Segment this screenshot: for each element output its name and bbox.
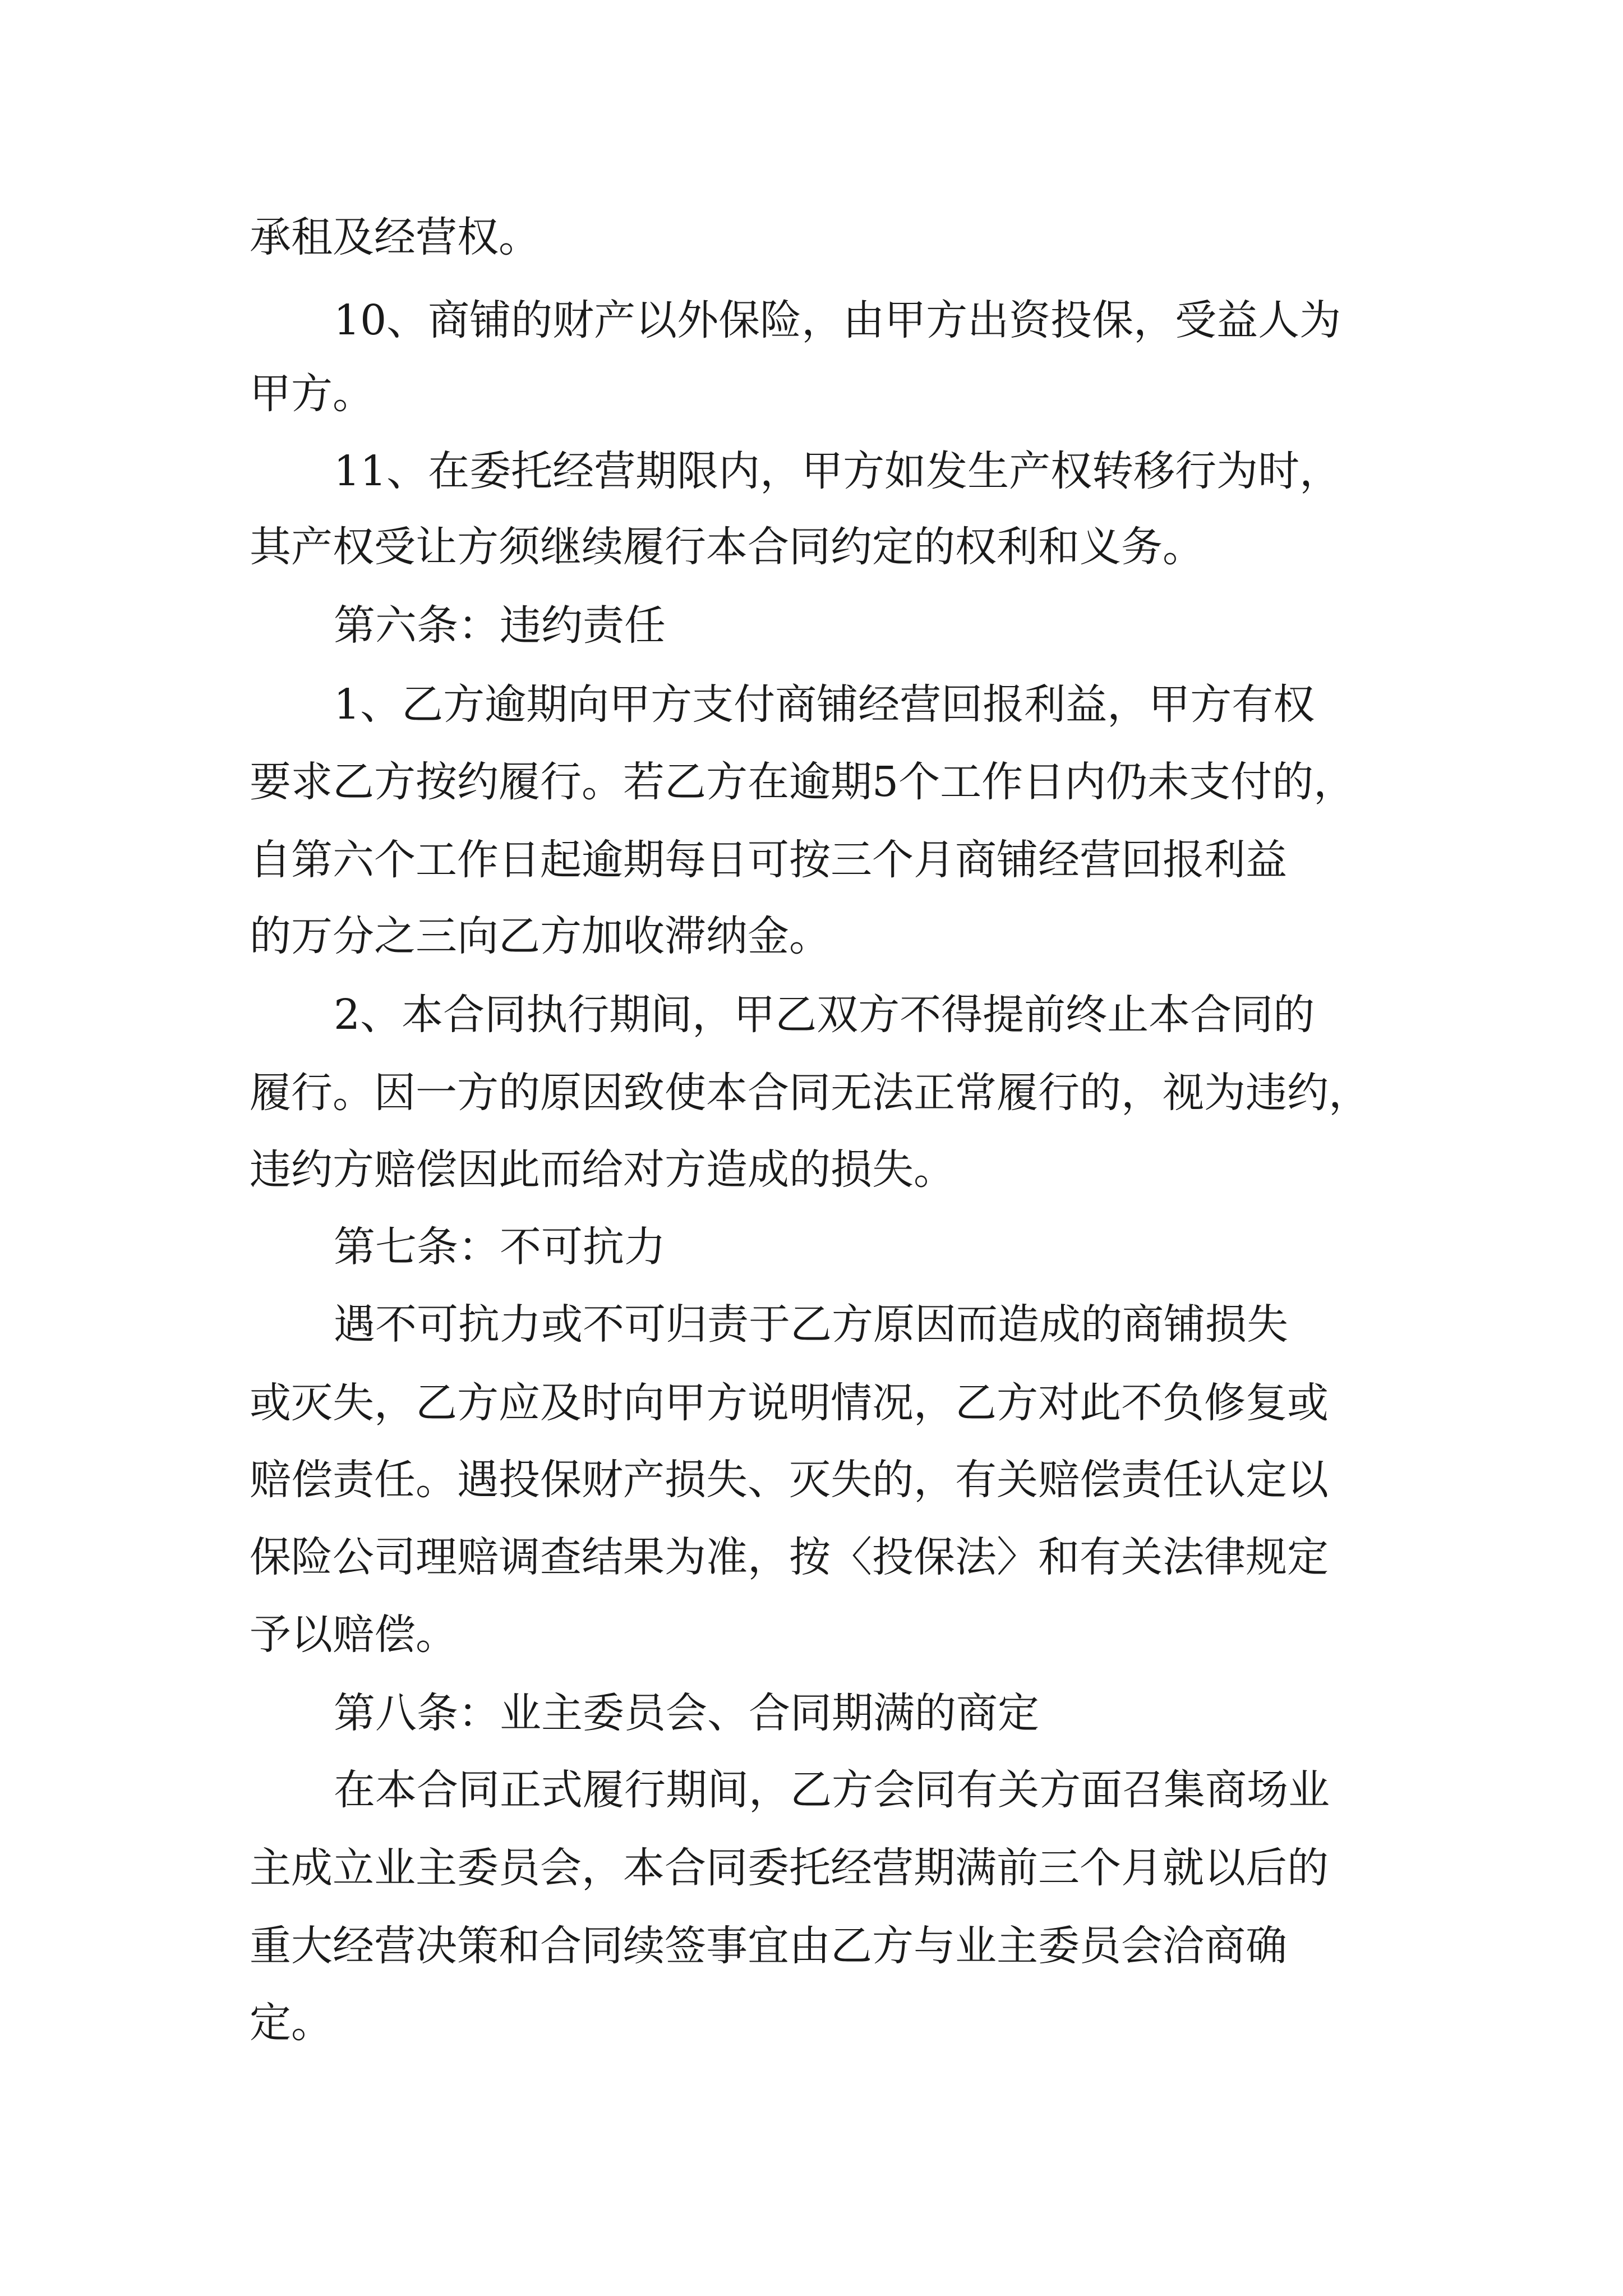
- text-line: 违约方赔偿因此而给对方造成的损失。: [250, 1145, 955, 1194]
- text-line: 在本合同正式履行期间，乙方会同有关方面召集商场业: [334, 1766, 1330, 1814]
- text-line: 10、商铺的财产以外保险，由甲方出资投保，受益人为: [334, 296, 1341, 344]
- text-line: 主成立业主委员会，本合同委托经营期满前三个月就以后的: [250, 1844, 1329, 1892]
- text-line: 2、本合同执行期间，甲乙双方不得提前终止本合同的: [334, 991, 1315, 1039]
- text-line: 定。: [250, 1999, 333, 2047]
- text-line: 予以赔偿。: [250, 1611, 457, 1659]
- text-line: 保险公司理赔调查结果为准，按〈投保法〉和有关法律规定: [250, 1533, 1329, 1581]
- section-heading: 第六条：违约责任: [334, 601, 666, 650]
- text-line: 要求乙方按约履行。若乙方在逾期5个工作日内仍未支付的，: [250, 758, 1355, 806]
- section-heading: 第七条：不可抗力: [334, 1223, 666, 1271]
- text-line: 其产权受让方须继续履行本合同约定的权利和义务。: [250, 523, 1204, 571]
- text-line: 赔偿责任。遇投保财产损失、灭失的，有关赔偿责任认定以: [250, 1456, 1329, 1504]
- text-line: 或灭失，乙方应及时向甲方说明情况，乙方对此不负修复或: [250, 1379, 1329, 1427]
- text-line: 重大经营决策和合同续签事宜由乙方与业主委员会洽商确: [250, 1922, 1287, 1970]
- text-line: 遇不可抗力或不可归责于乙方原因而造成的商铺损失: [334, 1300, 1288, 1349]
- text-line: 承租及经营权。: [250, 213, 540, 261]
- section-heading: 第八条：业主委员会、合同期满的商定: [334, 1689, 1039, 1737]
- text-line: 甲方。: [250, 370, 374, 418]
- text-line: 自第六个工作日起逾期每日可按三个月商铺经营回报利益: [250, 836, 1287, 884]
- text-line: 的万分之三向乙方加收滞纳金。: [250, 912, 831, 960]
- text-line: 1、乙方逾期向甲方支付商铺经营回报利益，甲方有权: [334, 680, 1315, 729]
- text-line: 11、在委托经营期限内，甲方如发生产权转移行为时，: [334, 447, 1341, 495]
- text-line: 履行。因一方的原因致使本合同无法正常履行的，视为违约，: [250, 1069, 1370, 1117]
